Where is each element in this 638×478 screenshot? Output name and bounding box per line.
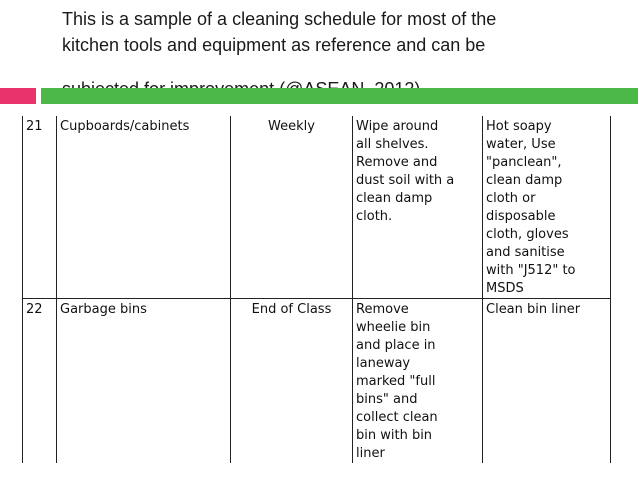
cleaning-schedule-table — [22, 116, 611, 463]
method-line: bin with bin — [356, 428, 433, 443]
accent-bar-pink — [0, 88, 36, 104]
method-line: collect clean — [356, 410, 438, 425]
frequency-cell: Weekly — [231, 116, 353, 299]
method-line: clean damp — [356, 191, 433, 206]
materials-line: disposable — [486, 209, 556, 224]
materials-line: with "J512" to — [486, 263, 576, 278]
row-number: 22 — [23, 299, 57, 464]
method-cell — [353, 116, 483, 299]
intro-line-1: This is a sample of a cleaning schedule for most of the — [62, 9, 497, 29]
item-cell: Garbage bins — [57, 299, 231, 464]
materials-line: and sanitise — [486, 245, 565, 260]
materials-cell — [483, 299, 611, 464]
materials-line: water, Use — [486, 137, 556, 152]
method-line: dust soil with a — [356, 173, 455, 188]
intro-line-2: kitchen tools and equipment as reference and can be — [62, 35, 486, 55]
row-number: 21 — [23, 116, 57, 299]
method-line: laneway — [356, 356, 411, 371]
table-row — [23, 299, 611, 464]
materials-cell — [483, 116, 611, 299]
method-line: cloth. — [356, 209, 393, 224]
method-line: marked "full — [356, 374, 436, 389]
materials-line: "panclean", — [486, 155, 562, 170]
method-line: and place in — [356, 338, 436, 353]
item-cell: Cupboards/cabinets — [57, 116, 231, 299]
method-line: all shelves. — [356, 137, 429, 152]
method-cell — [353, 299, 483, 464]
method-line: Wipe around — [356, 119, 439, 134]
method-line: Remove — [356, 302, 409, 317]
materials-line: Clean bin liner — [486, 302, 581, 317]
materials-line: cloth or — [486, 191, 536, 206]
method-line: wheelie bin — [356, 320, 431, 335]
method-line: liner — [356, 446, 385, 461]
method-line: bins" and — [356, 392, 418, 407]
table-row — [23, 116, 611, 299]
materials-line: Hot soapy — [486, 119, 552, 134]
frequency-cell: End of Class — [231, 299, 353, 464]
accent-bar-green — [41, 88, 638, 104]
materials-line: clean damp — [486, 173, 563, 188]
method-line: Remove and — [356, 155, 438, 170]
materials-line: cloth, gloves — [486, 227, 569, 242]
materials-line: MSDS — [486, 281, 524, 296]
